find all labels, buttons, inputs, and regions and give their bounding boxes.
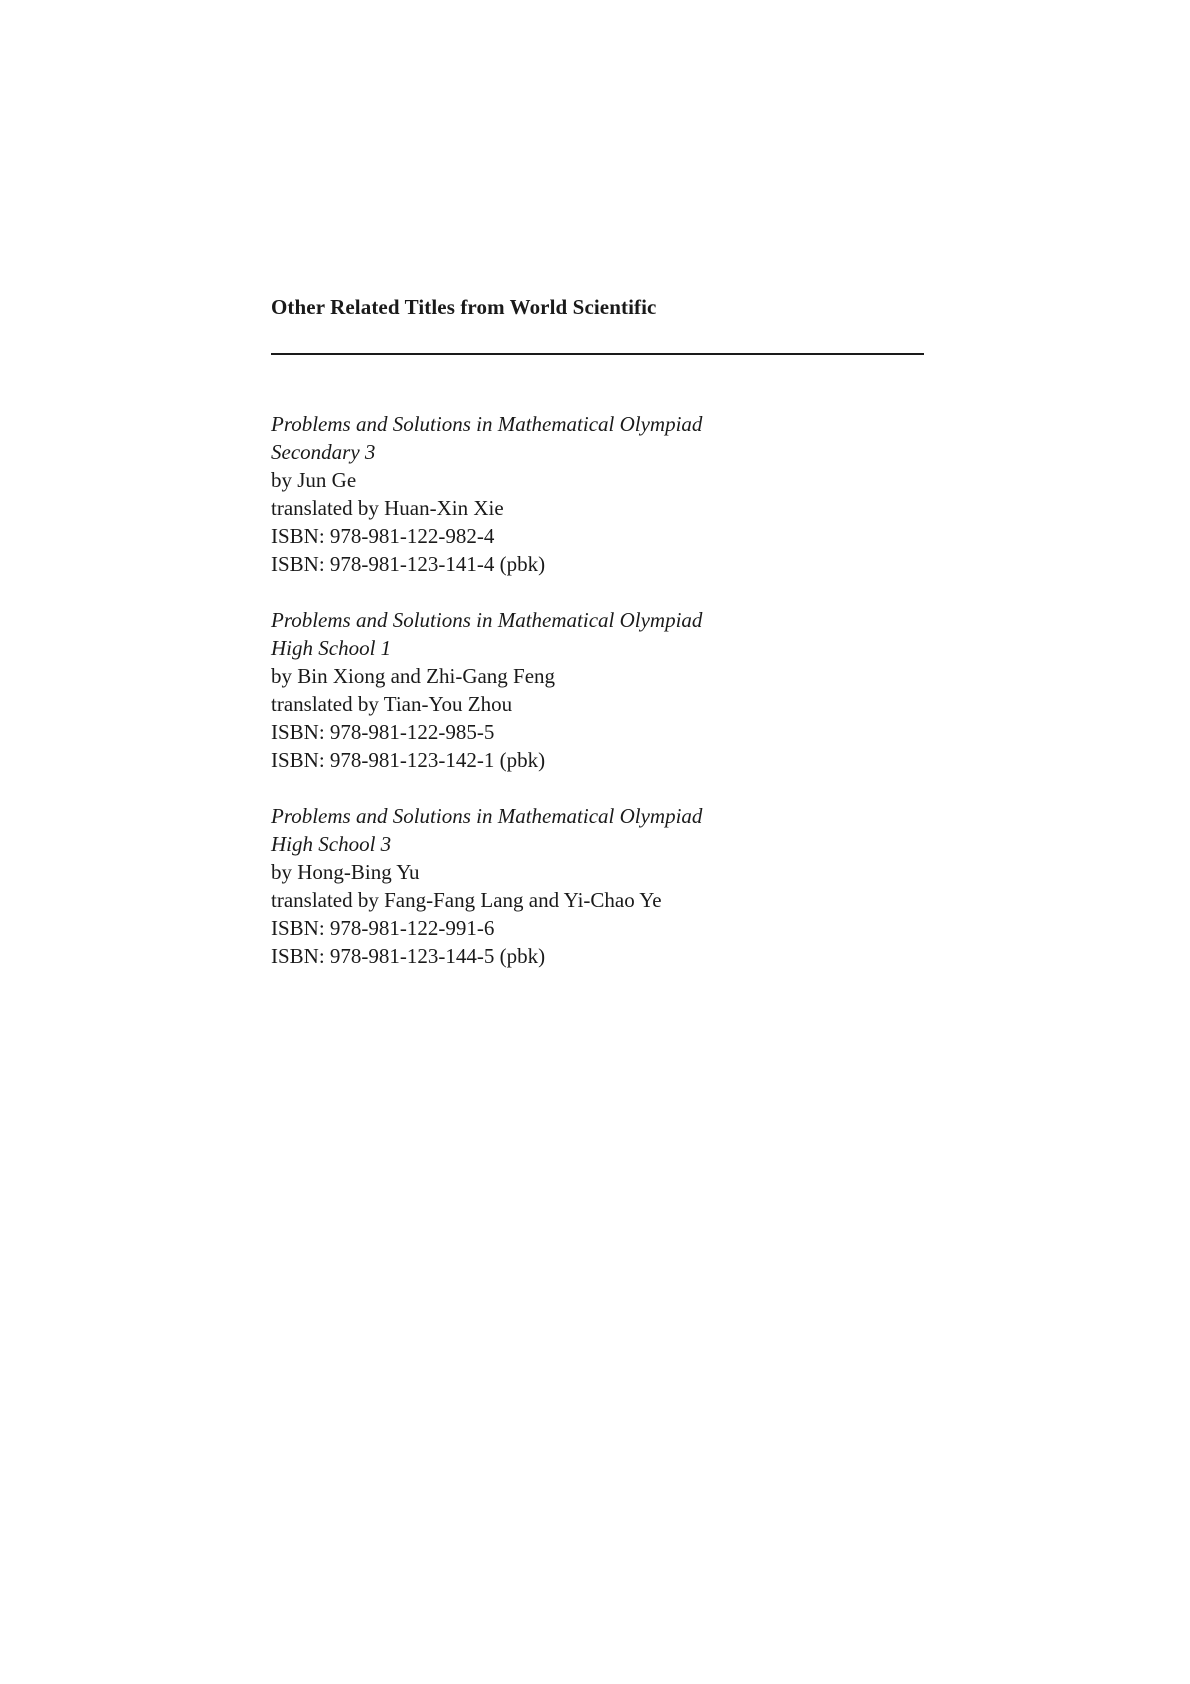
book-isbn: ISBN: 978-981-122-985-5: [271, 720, 495, 744]
book-isbn-pbk: ISBN: 978-981-123-144-5 (pbk): [271, 944, 546, 968]
book-title: Problems and Solutions in Mathematical Olympiad: [271, 804, 703, 828]
book-translator: translated by Tian-You Zhou: [271, 692, 513, 716]
book-author: by Bin Xiong and Zhi-Gang Feng: [271, 664, 556, 688]
book-translator: translated by Fang-Fang Lang and Yi-Chao Ye: [271, 888, 662, 912]
book-entry: [271, 606, 971, 774]
book-subtitle: Secondary 3: [271, 440, 376, 464]
book-title: Problems and Solutions in Mathematical Olympiad: [271, 608, 703, 632]
page-heading: Other Related Titles from World Scientific: [271, 295, 657, 319]
book-isbn: ISBN: 978-981-122-991-6: [271, 916, 495, 940]
book-isbn-pbk: ISBN: 978-981-123-142-1 (pbk): [271, 748, 546, 772]
book-author: by Jun Ge: [271, 468, 357, 492]
book-list: [271, 410, 971, 998]
book-entry: [271, 802, 971, 970]
book-author: by Hong-Bing Yu: [271, 860, 420, 884]
book-isbn: ISBN: 978-981-122-982-4: [271, 524, 495, 548]
book-translator: translated by Huan-Xin Xie: [271, 496, 504, 520]
heading-rule: [271, 353, 924, 355]
book-subtitle: High School 1: [271, 636, 392, 660]
book-subtitle: High School 3: [271, 832, 392, 856]
book-title: Problems and Solutions in Mathematical Olympiad: [271, 412, 703, 436]
book-isbn-pbk: ISBN: 978-981-123-141-4 (pbk): [271, 552, 546, 576]
book-entry: [271, 410, 971, 578]
